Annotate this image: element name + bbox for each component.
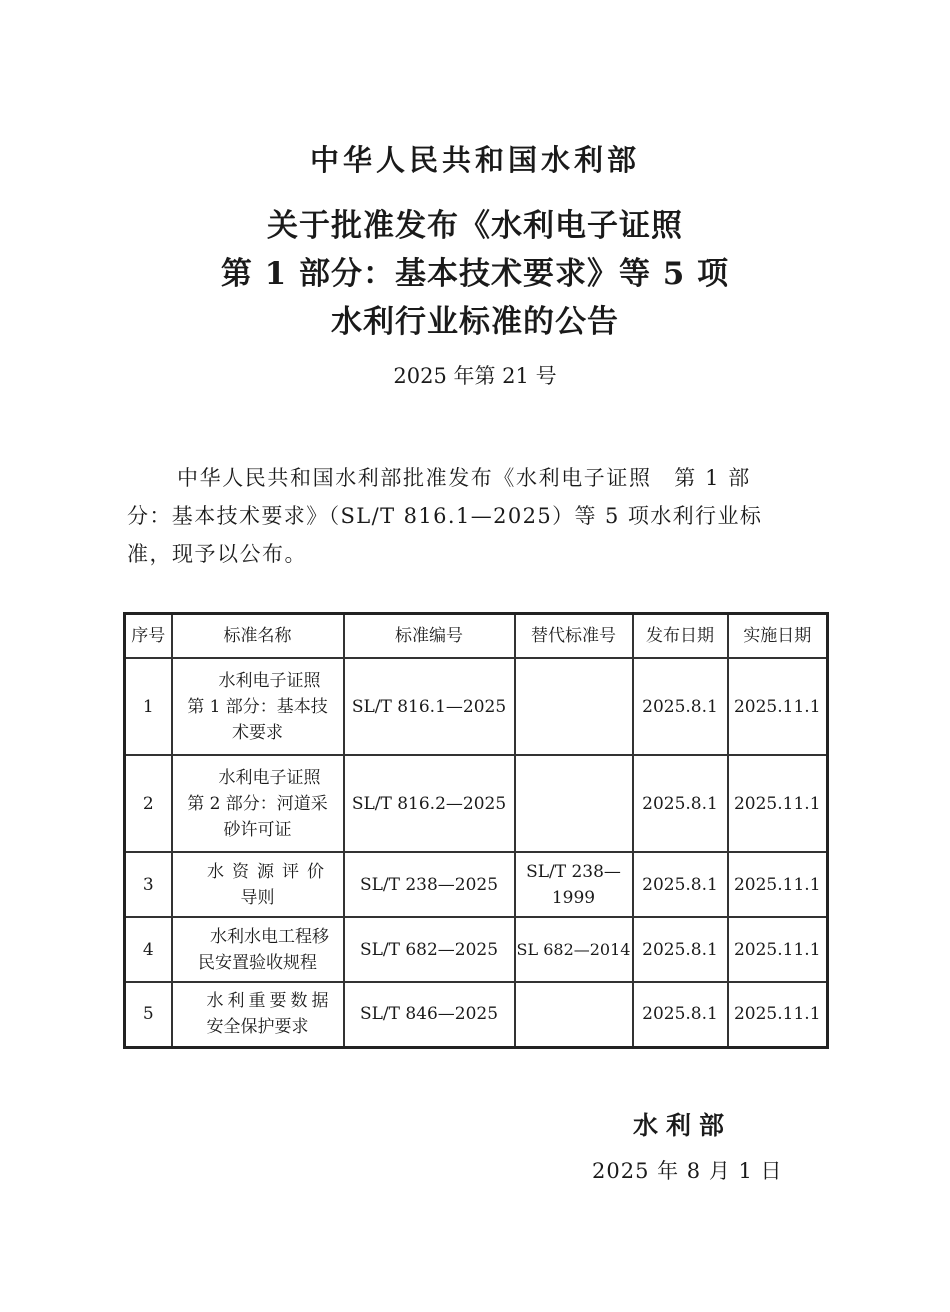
replaced-standard: [515, 852, 633, 917]
column-header-replaces: 替代标准号: [515, 614, 633, 659]
row-number: 1: [125, 658, 172, 755]
column-header-no: 序号: [125, 614, 172, 659]
standard-name: [172, 658, 344, 755]
standard-code: SL/T 846—2025: [344, 982, 515, 1047]
standard-name-line: 水利水电工程移: [210, 926, 329, 947]
column-header-effective: 实施日期: [728, 614, 828, 659]
standard-code: SL/T 682—2025: [344, 917, 515, 982]
column-header-name: 标准名称: [172, 614, 344, 659]
signature-ministry: 水利部: [633, 1111, 733, 1140]
row-number: 3: [125, 852, 172, 917]
body-text-line-1: 中华人民共和国水利部批准发布《水利电子证照 第 1 部: [177, 466, 751, 490]
standard-name: [172, 982, 344, 1047]
replaced-standard: [515, 658, 633, 755]
body-text-line-3: 准，现予以公布。: [127, 542, 307, 566]
issue-date: 2025.8.1: [633, 755, 728, 852]
title-line-3: 水利行业标准的公告: [331, 304, 619, 340]
standard-name-line: 水利重要数据: [206, 991, 333, 1012]
effective-date: 2025.11.1: [728, 755, 828, 852]
effective-date: 2025.11.1: [728, 852, 828, 917]
table-row: [125, 852, 828, 917]
row-number: 5: [125, 982, 172, 1047]
title-line-2: 第 1 部分：基本技术要求》等 5 项: [220, 256, 730, 292]
column-header-issued: 发布日期: [633, 614, 728, 659]
standard-name: [172, 917, 344, 982]
effective-date: 2025.11.1: [728, 982, 828, 1047]
standard-code: SL/T 816.2—2025: [344, 755, 515, 852]
column-header-code: 标准编号: [344, 614, 515, 659]
row-number: 2: [125, 755, 172, 852]
issue-date: 2025.8.1: [633, 852, 728, 917]
table-row: [125, 658, 828, 755]
replaced-standard-line: 1999: [551, 887, 596, 908]
standard-name-line: 水利电子证照: [218, 767, 321, 788]
issue-date: 2025.8.1: [633, 658, 728, 755]
standard-code: SL/T 238—2025: [344, 852, 515, 917]
title-line-1: 关于批准发布《水利电子证照: [267, 208, 683, 244]
replaced-standard: SL 682—2014: [515, 917, 633, 982]
standard-name: [172, 852, 344, 917]
issue-date: 2025.8.1: [633, 982, 728, 1047]
standard-code: SL/T 816.1—2025: [344, 658, 515, 755]
issuing-ministry: 中华人民共和国水利部: [309, 143, 640, 177]
table-header-row: [125, 614, 828, 659]
signature-date: 2025 年 8 月 1 日: [592, 1159, 783, 1183]
standard-name-line: 术要求: [232, 722, 283, 743]
replaced-standard: [515, 755, 633, 852]
standard-name-line: 第 1 部分：基本技: [187, 696, 328, 717]
replaced-standard: [515, 982, 633, 1047]
issue-date: 2025.8.1: [633, 917, 728, 982]
standard-name-line: 砂许可证: [223, 819, 292, 840]
document-number: 2025 年第 21 号: [393, 364, 557, 388]
row-number: 4: [125, 917, 172, 982]
standard-name-line: 安全保护要求: [206, 1017, 309, 1038]
standard-name: [172, 755, 344, 852]
standard-name-line: 水资源评价: [207, 861, 332, 882]
table-row: [125, 755, 828, 852]
standard-name-line: 水利电子证照: [218, 670, 321, 691]
standard-name-line: 民安置验收规程: [198, 952, 317, 973]
table-row: [125, 982, 828, 1047]
standard-name-line: 第 2 部分：河道采: [187, 793, 328, 814]
standard-name-line: 导则: [240, 887, 275, 908]
effective-date: 2025.11.1: [728, 658, 828, 755]
standards-table: [123, 612, 829, 1049]
body-text-line-2: 分：基本技术要求》（SL/T 816.1—2025）等 5 项水利行业标: [127, 504, 763, 528]
effective-date: 2025.11.1: [728, 917, 828, 982]
table-row: [125, 917, 828, 982]
replaced-standard-line: SL/T 238—: [526, 861, 621, 882]
